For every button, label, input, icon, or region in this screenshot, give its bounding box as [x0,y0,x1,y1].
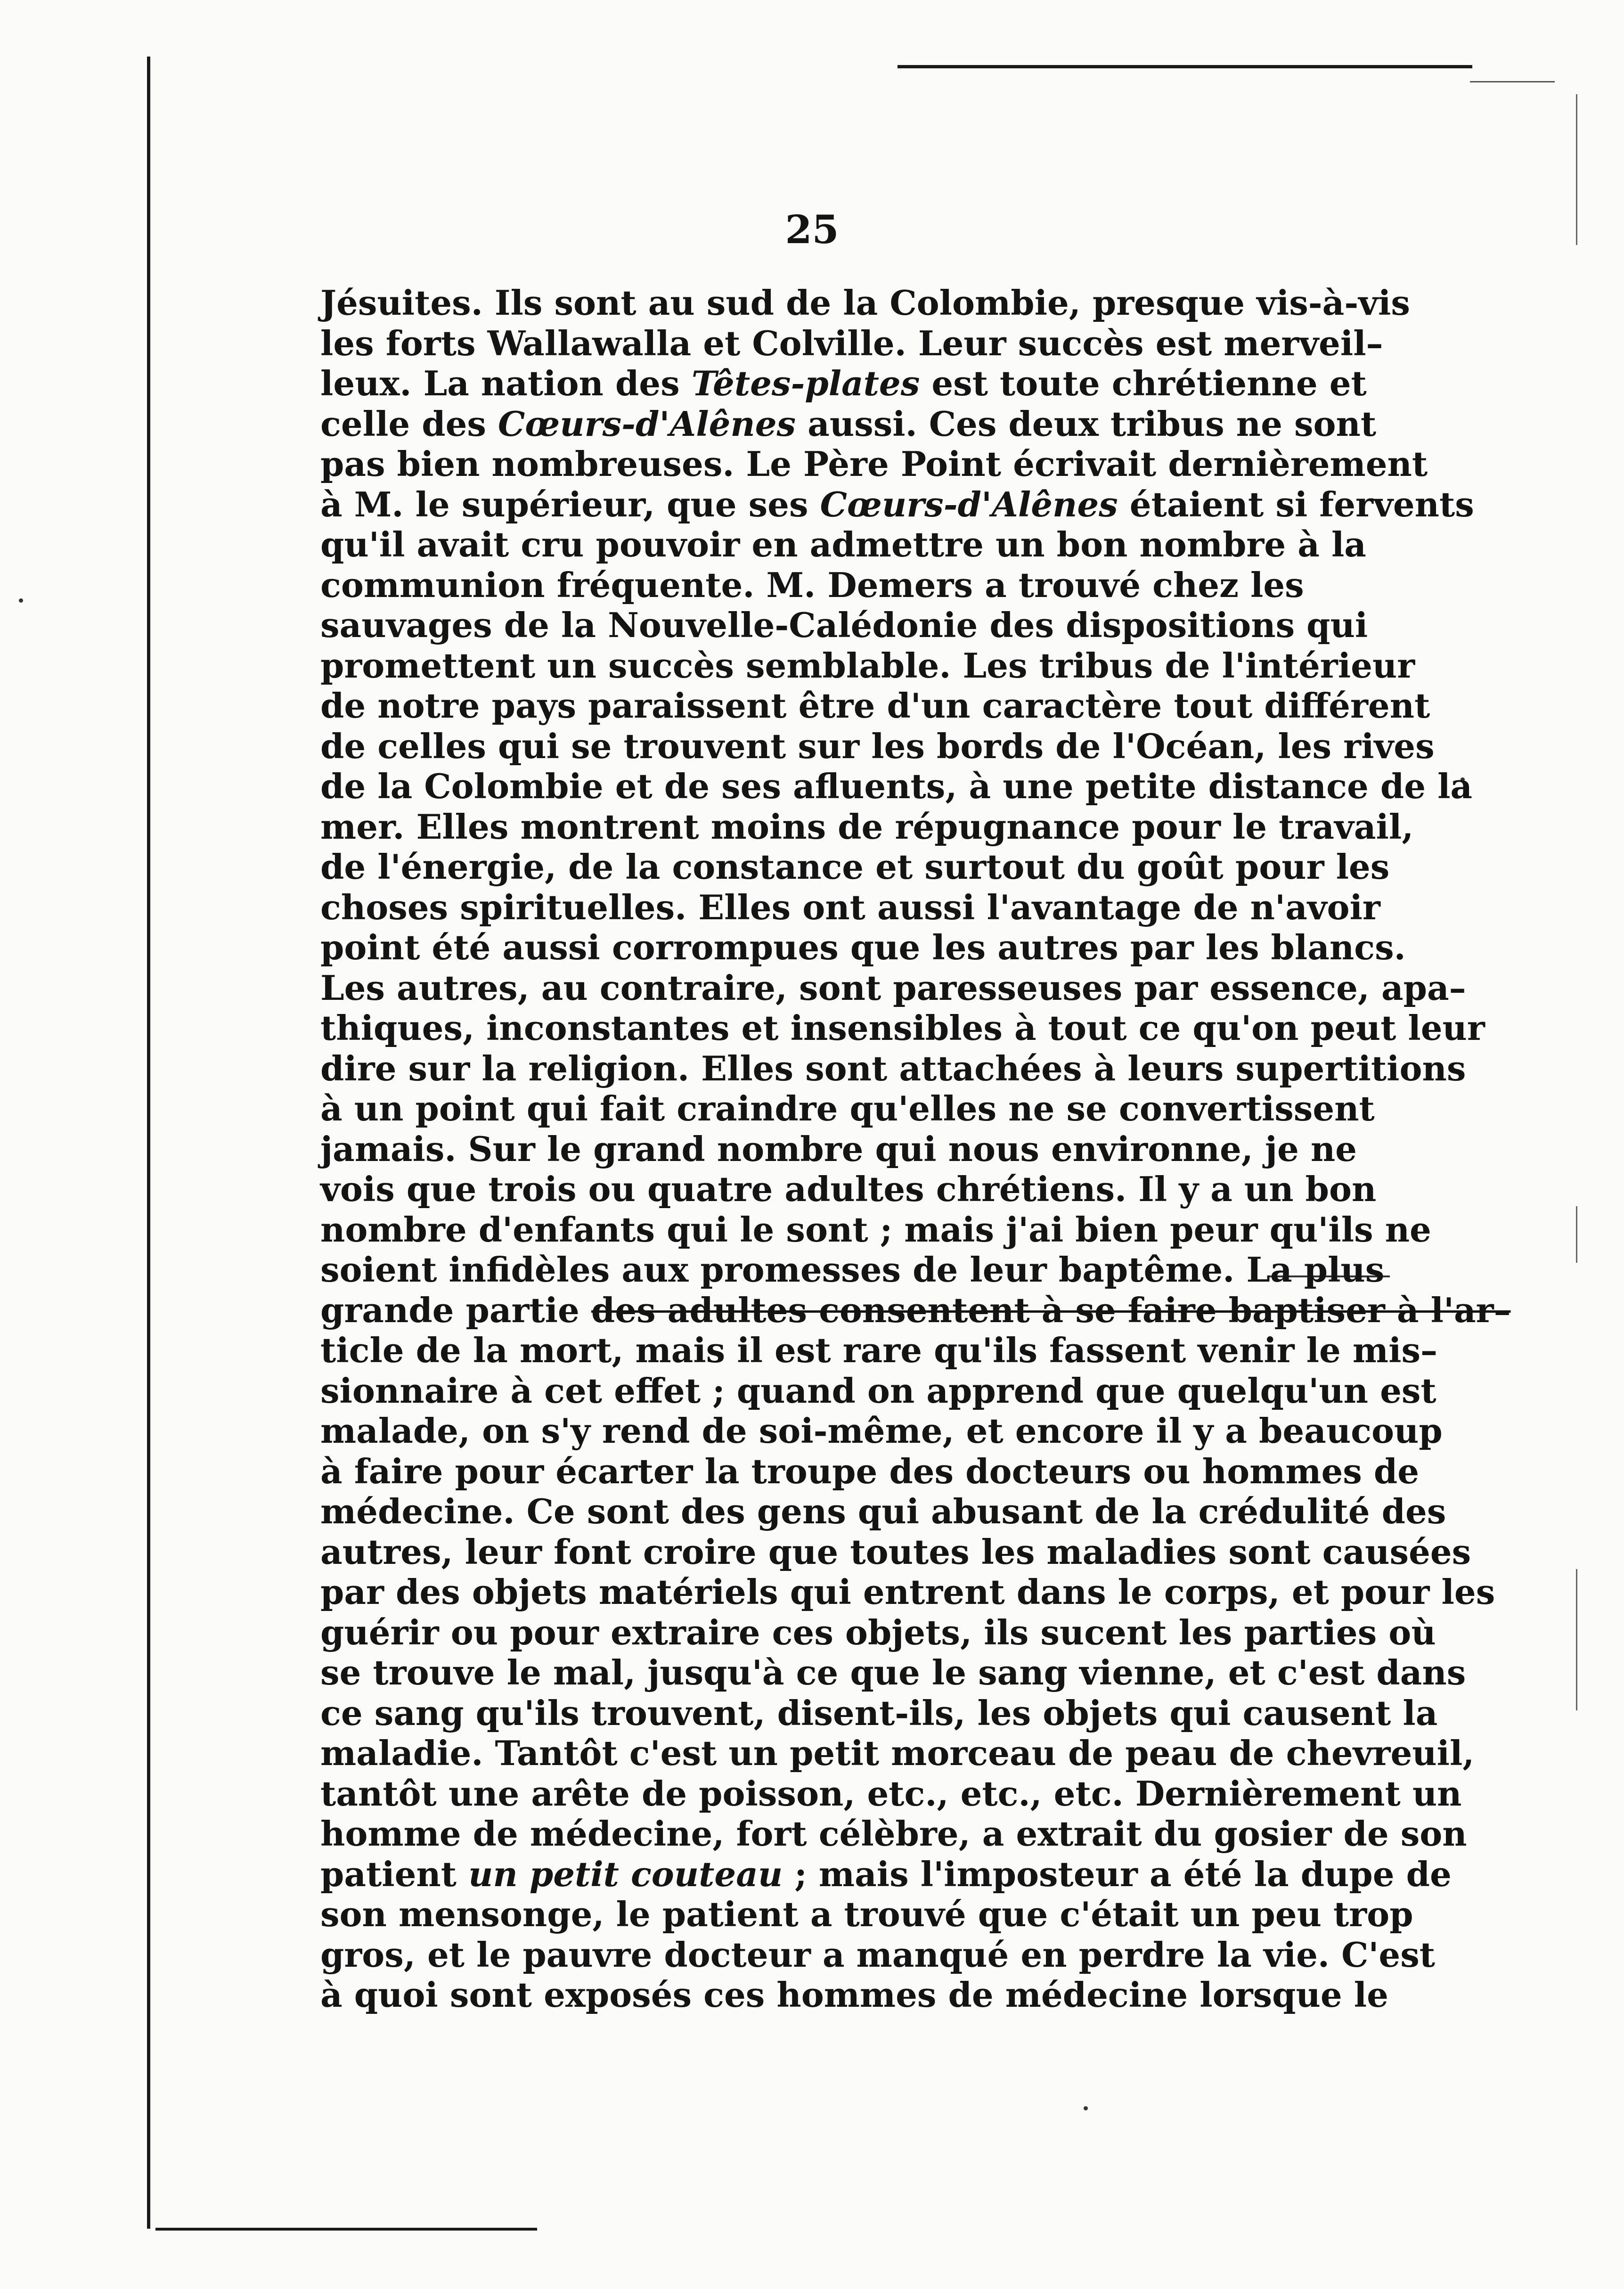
text-segment: sauvages de la Nouvelle-Calédonie des dispositions qui [320,605,1368,645]
text-line [320,1854,1452,1895]
text-segment: thiques, inconstantes et insensibles à tout ce qu'on peut leur [320,1008,1485,1048]
italic-text: Cœurs-d'Alênes [820,484,1118,524]
page-top-edge-rule [898,65,1472,68]
text-segment: tantôt une arête de poisson, etc., etc., etc. Dernièrement un [320,1773,1462,1814]
right-margin-mark [1576,1206,1577,1263]
text-segment: pas bien nombreuses. Le Père Point écrivait dernièrement [320,444,1428,484]
text-segment: ; mais l'imposteur a été la dupe de [783,1854,1452,1894]
text-line [320,564,1304,605]
page-number: 25 [785,207,839,253]
text-line [320,847,1390,887]
text-segment: de l'énergie, de la constance et surtout du goût pour les [320,847,1390,887]
text-line [320,927,1406,968]
text-segment: ticle de la mort, mais il est rare qu'ils fassent venir le mis– [320,1330,1437,1370]
text-line [320,1411,1443,1451]
text-line [320,323,1383,364]
text-segment: jamais. Sur le grand nombre qui nous environne, je ne [320,1128,1357,1169]
text-line [320,967,1466,1008]
text-segment: patient [320,1854,469,1894]
text-line [320,806,1414,847]
text-line [320,1008,1485,1048]
text-line [320,1330,1437,1371]
text-line [320,1894,1413,1935]
text-segment: dire sur la religion. Elles sont attachées à leurs supertitions [320,1048,1466,1088]
text-segment: grande partie [320,1290,591,1330]
body-text [320,283,1511,2015]
text-line [320,1048,1466,1089]
text-line [320,887,1380,928]
text-line [320,645,1415,686]
text-line [320,1934,1436,1975]
text-line [320,766,1473,807]
text-segment: Jésuites. Ils sont au sud de la Colombie, presque vis-à-vis [320,283,1410,323]
text-segment: Les autres, au contraire, sont paresseuses par essence, apa– [320,967,1466,1008]
text-segment: son mensonge, le patient a trouvé que c'était un peu trop [320,1894,1413,1934]
italic-text: un petit couteau [468,1854,783,1894]
text-segment: est toute chrétienne et [920,363,1367,403]
text-segment: choses spirituelles. Elles ont aussi l'avantage de n'avoir [320,887,1380,927]
text-line [320,1290,1511,1331]
text-segment: ce sang qu'ils trouvent, disent-ils, les objets qui causent la [320,1692,1438,1733]
page-top-edge-rule-thin [1470,81,1555,82]
text-line [320,1773,1462,1814]
text-segment: maladie. Tantôt c'est un petit morceau de peau de chevreuil, [320,1733,1475,1773]
text-segment: aussi. Ces deux tribus ne sont [796,403,1377,444]
text-line [320,403,1377,444]
text-line [320,1491,1446,1532]
text-line [320,1250,1385,1290]
text-segment: communion fréquente. M. Demers a trouvé chez les [320,564,1304,605]
text-segment: point été aussi corrompues que les autres par les blancs. [320,927,1406,967]
text-segment: gros, et le pauvre docteur a manqué en perdre la vie. C'est [320,1934,1436,1975]
text-line [320,1169,1377,1210]
right-margin-mark [1576,1569,1577,1710]
text-line [320,1451,1420,1492]
text-segment: médecine. Ce sont des gens qui abusant de la crédulité des [320,1491,1446,1531]
text-line [320,363,1367,404]
scan-speck [1084,2106,1088,2110]
text-line [320,283,1410,323]
text-line [320,1975,1388,2015]
text-line [320,1612,1436,1653]
scan-speck [19,598,23,603]
text-line [320,686,1430,726]
text-line [320,1572,1495,1612]
italic-text: Têtes-plates [691,363,920,403]
text-line [320,605,1368,646]
text-segment: soient infidèles aux promesses de leur baptême. La plus [320,1250,1385,1290]
text-segment: de la Colombie et de ses afluents, à une petite distance de la [320,766,1473,806]
text-line [320,1733,1475,1774]
text-segment: qu'il avait cru pouvoir en admettre un bon nombre à la [320,524,1366,564]
text-segment: à M. le supérieur, que ses [320,484,820,524]
text-segment: autres, leur font croire que toutes les maladies sont causées [320,1531,1471,1572]
text-line [320,444,1428,484]
text-line [320,1128,1357,1169]
text-segment: de notre pays paraissent être d'un caractère tout différent [320,686,1430,726]
text-line [320,1692,1438,1733]
page-bottom-edge-rule [155,2228,537,2231]
text-segment: celle des [320,403,498,444]
struck-text: des adultes consentent à se faire baptiser à l'ar– [591,1290,1511,1330]
text-segment: étaient si fervents [1118,484,1474,524]
text-line [320,484,1474,525]
text-segment: malade, on s'y rend de soi-même, et encore il y a beaucoup [320,1411,1443,1451]
text-line [320,1088,1375,1129]
text-segment: à faire pour écarter la troupe des docteurs ou hommes de [320,1451,1420,1491]
text-line [320,726,1435,767]
text-segment: sionnaire à cet effet ; quand on apprend que quelqu'un est [320,1370,1436,1411]
text-line [320,524,1366,565]
text-line [320,1370,1436,1411]
text-line [320,1814,1467,1854]
text-segment: les forts Wallawalla et Colville. Leur succès est merveil– [320,323,1383,363]
text-segment: à un point qui fait craindre qu'elles ne se convertissent [320,1088,1375,1128]
text-segment: de celles qui se trouvent sur les bords de l'Océan, les rives [320,726,1435,766]
text-segment: par des objets matériels qui entrent dans le corps, et pour les [320,1572,1495,1612]
text-segment: nombre d'enfants qui le sont ; mais j'ai bien peur qu'ils ne [320,1209,1431,1250]
text-line [320,1531,1471,1572]
text-segment: mer. Elles montrent moins de répugnance pour le travail, [320,806,1414,847]
text-segment: se trouve le mal, jusqu'à ce que le sang vienne, et c'est dans [320,1652,1466,1692]
italic-text: Cœurs-d'Alênes [498,403,796,444]
text-segment: vois que trois ou quatre adultes chrétiens. Il y a un bon [320,1169,1377,1209]
text-segment: à quoi sont exposés ces hommes de médecine lorsque le [320,1975,1388,2015]
page-left-edge-rule [147,57,150,2229]
text-segment: guérir ou pour extraire ces objets, ils sucent les parties où [320,1612,1436,1652]
text-segment: leux. La nation des [320,363,692,403]
text-line [320,1652,1466,1693]
text-line [320,1209,1431,1250]
text-segment: promettent un succès semblable. Les tribus de l'intérieur [320,645,1415,686]
text-segment: homme de médecine, fort célèbre, a extrait du gosier de son [320,1814,1467,1854]
